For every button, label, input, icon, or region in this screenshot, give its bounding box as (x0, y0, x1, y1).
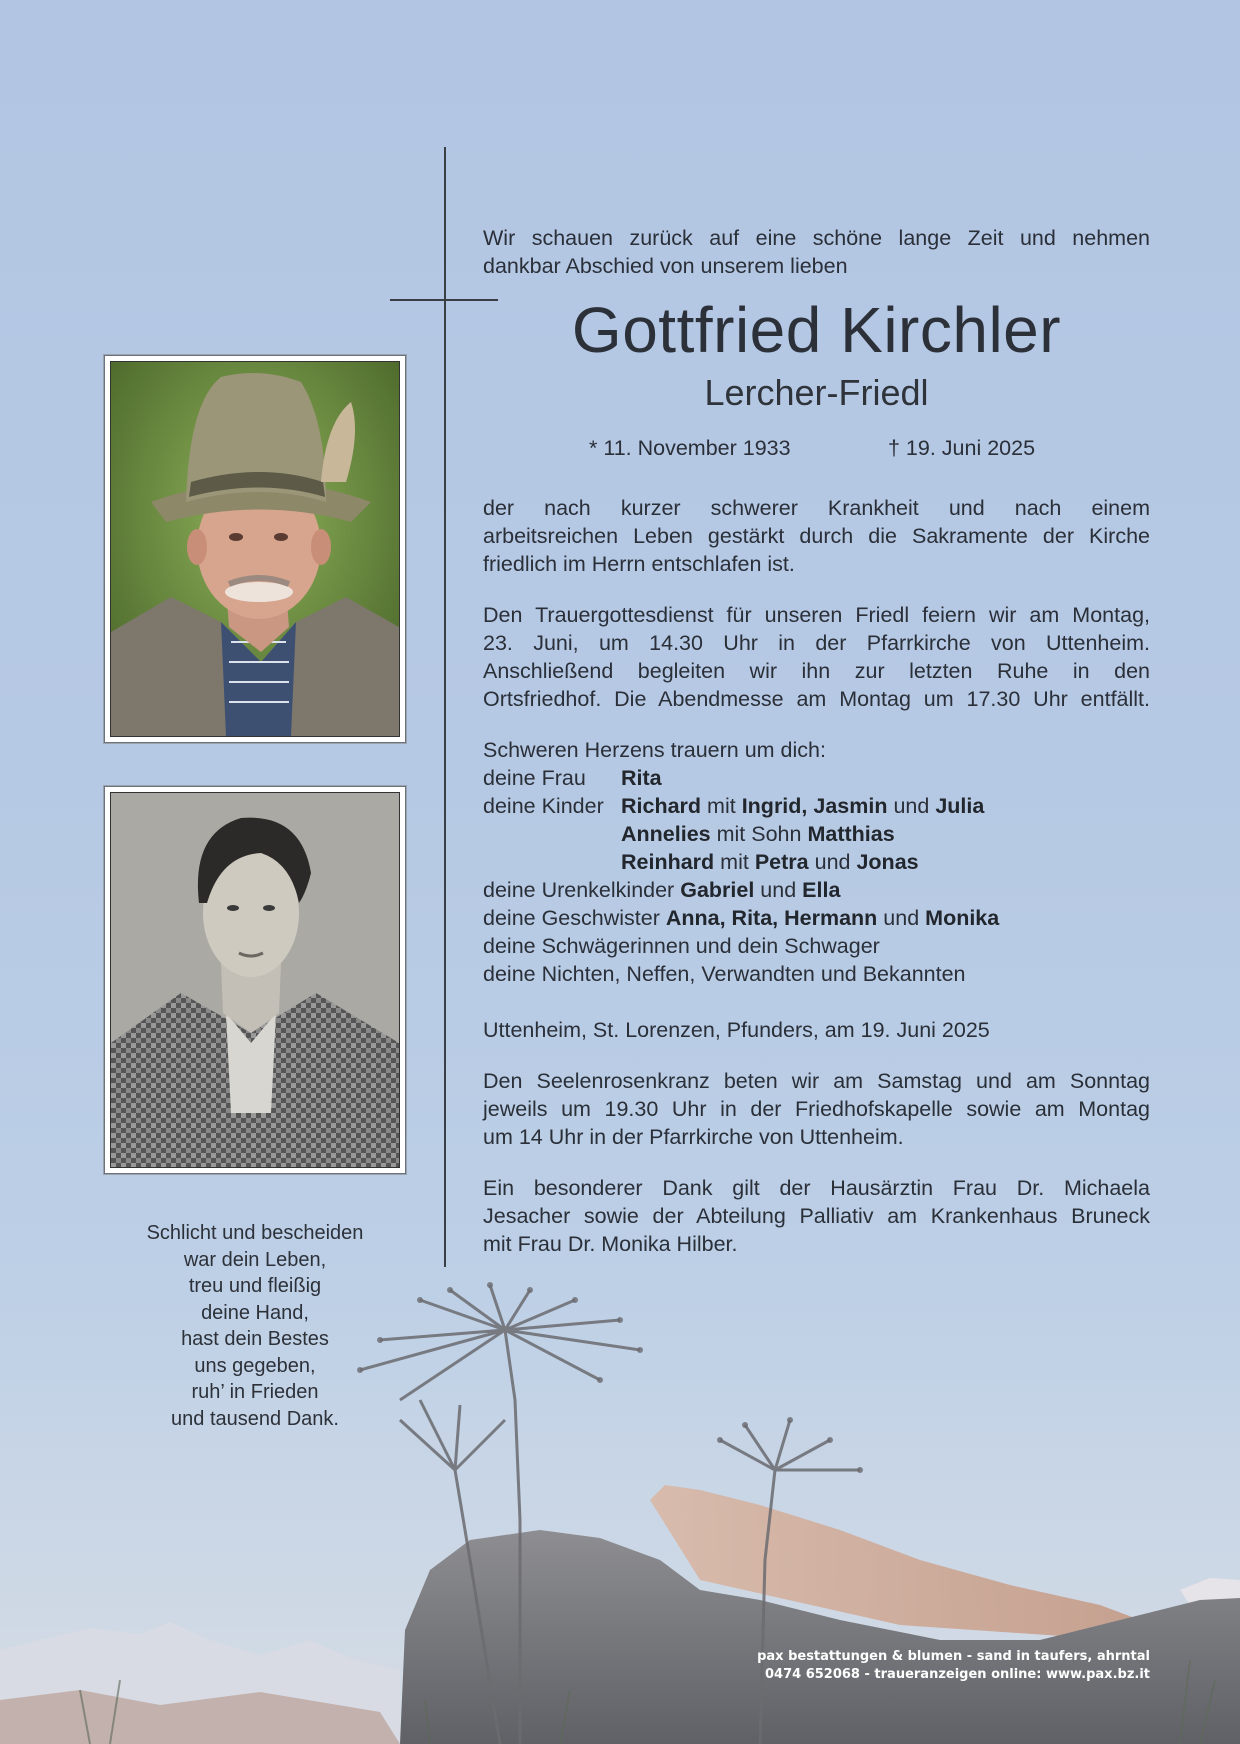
mourner-row-wife (483, 764, 1150, 792)
mourner-row-child2 (483, 820, 1150, 848)
mourner-name: Petra (754, 850, 809, 874)
mourner-label: deine Geschwister (483, 906, 660, 930)
cross-horizontal-bar (390, 299, 498, 301)
connector-text: mit (720, 850, 749, 874)
mourner-name: Anna, Rita, Hermann (665, 906, 878, 930)
poem-line: ruh’ in Frieden (191, 1381, 319, 1403)
intro-line-1: Wir schauen zurück auf eine schöne lange Zeit und nehmen (483, 226, 1150, 250)
publisher-footer (757, 1648, 1150, 1684)
poem-line: treu und fleißig (188, 1275, 322, 1297)
portrait-elderly-man (111, 362, 399, 736)
mourner-name: Annelies (621, 822, 711, 846)
mourner-row-child3 (483, 848, 1150, 876)
portrait-young-man (111, 793, 399, 1167)
paragraph-line: Ein besonderer Dank gilt der Hausärztin Frau Dr. Michaela (483, 1176, 1150, 1200)
publisher-name: pax bestattungen & blumen - sand in taufers, ahrntal (757, 1649, 1150, 1664)
connector-text: und (814, 850, 851, 874)
mourner-name: Reinhard (621, 850, 715, 874)
intro-line-2: dankbar Abschied von unserem lieben (483, 254, 848, 278)
death-date: † 19. Juni 2025 (888, 436, 1036, 460)
mourner-row-children (483, 792, 1150, 820)
paragraph-line: der nach kurzer schwerer Krankheit und nach einem (483, 496, 1150, 520)
mourner-row-relatives: deine Nichten, Neffen, Verwandten und Bekannten (483, 962, 966, 986)
publisher-contact: 0474 652068 - traueranzeigen online: www.pax.bz.it (765, 1667, 1150, 1682)
place-date: Uttenheim, St. Lorenzen, Pfunders, am 19. Juni 2025 (483, 1018, 990, 1042)
paragraph-line: Ortsfriedhof. Die Abendmesse am Montag um 17.30 Uhr entfällt. (483, 687, 1150, 711)
poem-line: und tausend Dank. (171, 1407, 339, 1430)
intro-text (483, 224, 1150, 280)
paragraph-thanks (483, 1174, 1150, 1258)
poem-line: Schlicht und bescheiden (146, 1222, 364, 1244)
poem-line: hast dein Bestes (181, 1328, 329, 1350)
life-dates (483, 436, 1150, 468)
mourner-label: deine Frau (483, 766, 586, 790)
connector-text: und (883, 906, 920, 930)
mourners-list (483, 736, 1150, 988)
cross-vertical-bar (444, 147, 446, 1267)
paragraph-line: Den Seelenrosenkranz beten wir am Samstag und am Sonntag (483, 1069, 1150, 1093)
poem (110, 1220, 400, 1432)
mourner-name: Rita (621, 766, 662, 790)
mourner-name: Richard (621, 794, 702, 818)
mourner-row-siblings (483, 904, 1150, 932)
paragraph-death-notice (483, 494, 1150, 578)
mourner-name: Gabriel (680, 878, 755, 902)
paragraph-line: jeweils um 19.30 Uhr in der Friedhofskapelle sowie am Montag (483, 1097, 1150, 1121)
mourner-name: Jonas (856, 850, 919, 874)
portrait-photo-young (104, 786, 406, 1174)
connector-text: mit (707, 794, 736, 818)
paragraph-line: Anschließend begleiten wir ihn zur letzten Ruhe in den (483, 659, 1150, 683)
connector-text: und (760, 878, 797, 902)
paragraph-line: Den Trauergottesdienst für unseren Friedl feiern wir am Montag, (483, 603, 1150, 627)
portrait-photo-recent (104, 355, 406, 743)
paragraph-line: um 14 Uhr in der Pfarrkirche von Uttenheim. (483, 1125, 904, 1149)
mourners-heading: Schweren Herzens trauern um dich: (483, 738, 826, 762)
connector-text: mit Sohn (716, 822, 802, 846)
mourner-row-great-grandchildren (483, 876, 1150, 904)
mourner-name: Julia (935, 794, 985, 818)
paragraph-line: mit Frau Dr. Monika Hilber. (483, 1232, 738, 1256)
paragraph-line: 23. Juni, um 14.30 Uhr in der Pfarrkirche von Uttenheim. (483, 631, 1150, 655)
poem-line: uns gegeben, (194, 1354, 316, 1377)
poem-line: deine Hand, (201, 1301, 309, 1324)
birth-date: * 11. November 1933 (589, 436, 791, 460)
mourner-name: Ingrid, Jasmin (741, 794, 888, 818)
deceased-nickname: Lercher-Friedl (704, 372, 929, 413)
paragraph-funeral-service (483, 601, 1150, 713)
paragraph-line: arbeitsreichen Leben gestärkt durch die Sakramente der Kirche (483, 524, 1150, 548)
deceased-name: Gottfried Kirchler (571, 294, 1062, 366)
mourner-row-inlaws: deine Schwägerinnen und dein Schwager (483, 934, 880, 958)
mourner-name: Ella (802, 878, 841, 902)
poem-line: war dein Leben, (183, 1248, 327, 1271)
paragraph-line: Jesacher sowie der Abteilung Palliativ am Krankenhaus Bruneck (483, 1204, 1150, 1228)
connector-text: und (893, 794, 930, 818)
mourner-label: deine Kinder (483, 794, 604, 818)
paragraph-line: friedlich im Herrn entschlafen ist. (483, 552, 795, 576)
paragraph-rosary (483, 1067, 1150, 1151)
mourner-name: Monika (925, 906, 1000, 930)
mourner-label: deine Urenkelkinder (483, 878, 675, 902)
mourner-name: Matthias (807, 822, 895, 846)
